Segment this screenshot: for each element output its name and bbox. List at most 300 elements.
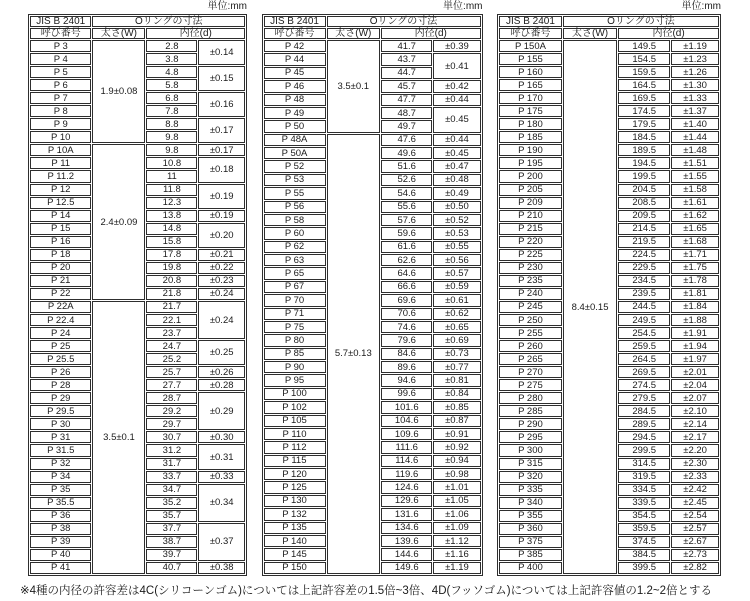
part-number-cell: P 335 — [499, 484, 562, 496]
thickness-cell: 1.9±0.08 — [92, 40, 145, 143]
part-number-cell: P 58 — [264, 214, 326, 226]
tolerance-cell: ±1.16 — [433, 548, 480, 560]
tolerance-cell: ±0.25 — [198, 340, 245, 365]
part-number-cell: P 31 — [30, 431, 91, 443]
part-number-cell: P 24 — [30, 327, 91, 339]
tolerance-cell: ±2.73 — [671, 549, 719, 561]
inner-diameter-cell: 5.8 — [146, 79, 197, 91]
inner-diameter-cell: 23.7 — [146, 327, 197, 339]
inner-diameter-cell: 4.8 — [146, 66, 197, 78]
inner-diameter-cell: 69.6 — [381, 294, 432, 306]
part-number-cell: P 44 — [264, 53, 326, 65]
part-number-cell: P 42 — [264, 40, 326, 52]
tolerance-cell: ±0.44 — [433, 94, 480, 106]
tolerance-cell: ±1.48 — [671, 144, 719, 156]
inner-diameter-cell: 14.8 — [146, 223, 197, 235]
tolerance-cell: ±0.65 — [433, 321, 480, 333]
inner-diameter-cell: 299.5 — [618, 444, 670, 456]
inner-diameter-header: 内径(d) — [381, 28, 480, 39]
tolerance-cell: ±0.15 — [198, 66, 245, 91]
tolerance-cell: ±1.30 — [671, 79, 719, 91]
tolerance-cell: ±0.22 — [198, 262, 245, 274]
tolerance-cell: ±0.24 — [198, 301, 245, 339]
part-number-cell: P 360 — [499, 523, 562, 535]
part-number-cell: P 41 — [30, 562, 91, 574]
tolerance-cell: ±0.81 — [433, 374, 480, 386]
tolerance-cell: ±0.16 — [198, 92, 245, 117]
inner-diameter-cell: 119.6 — [381, 468, 432, 480]
inner-diameter-cell: 59.6 — [381, 227, 432, 239]
tolerance-cell: ±0.34 — [198, 484, 245, 522]
tolerance-cell: ±0.17 — [198, 118, 245, 143]
inner-diameter-cell: 219.5 — [618, 236, 670, 248]
part-number-cell: P 385 — [499, 549, 562, 561]
tolerance-cell: ±2.45 — [671, 497, 719, 509]
inner-diameter-cell: 204.5 — [618, 184, 670, 196]
tolerance-cell: ±2.20 — [671, 444, 719, 456]
inner-diameter-cell: 384.5 — [618, 549, 670, 561]
tolerance-cell: ±1.88 — [671, 314, 719, 326]
table-row — [30, 301, 245, 313]
inner-diameter-cell: 109.6 — [381, 428, 432, 440]
part-number-cell: P 21 — [30, 275, 91, 287]
tolerance-cell: ±0.21 — [198, 249, 245, 261]
part-number-cell: P 55 — [264, 187, 326, 199]
inner-diameter-cell: 27.7 — [146, 379, 197, 391]
tolerance-cell: ±0.73 — [433, 348, 480, 360]
inner-diameter-cell: 279.5 — [618, 392, 670, 404]
inner-diameter-cell: 24.7 — [146, 340, 197, 352]
part-number-cell: P 29.5 — [30, 405, 91, 417]
part-number-cell: P 4 — [30, 53, 91, 65]
inner-diameter-cell: 209.5 — [618, 210, 670, 222]
tolerance-cell: ±2.10 — [671, 405, 719, 417]
dimensions-header: Oリングの寸法 — [327, 16, 481, 27]
part-number-cell: P 22 — [30, 288, 91, 300]
inner-diameter-cell: 25.2 — [146, 353, 197, 365]
part-number-cell: P 52 — [264, 160, 326, 172]
part-number-header: 呼び番号 — [264, 28, 326, 39]
part-number-cell: P 215 — [499, 223, 562, 235]
part-number-cell: P 15 — [30, 223, 91, 235]
inner-diameter-cell: 40.7 — [146, 562, 197, 574]
inner-diameter-cell: 43.7 — [381, 53, 432, 65]
inner-diameter-cell: 57.6 — [381, 214, 432, 226]
part-number-cell: P 340 — [499, 497, 562, 509]
header-row-2 — [264, 28, 481, 39]
inner-diameter-cell: 52.6 — [381, 174, 432, 186]
tolerance-cell: ±1.94 — [671, 340, 719, 352]
part-number-cell: P 18 — [30, 249, 91, 261]
header-row-2 — [30, 28, 245, 39]
inner-diameter-cell: 49.6 — [381, 147, 432, 159]
part-number-cell: P 400 — [499, 562, 562, 574]
part-number-cell: P 31.5 — [30, 444, 91, 456]
inner-diameter-cell: 319.5 — [618, 471, 670, 483]
tolerance-cell: ±0.42 — [433, 80, 480, 92]
inner-diameter-cell: 134.6 — [381, 522, 432, 534]
inner-diameter-cell: 199.5 — [618, 170, 670, 182]
inner-diameter-cell: 239.5 — [618, 288, 670, 300]
table-row — [30, 40, 245, 52]
part-number-cell: P 8 — [30, 105, 91, 117]
inner-diameter-cell: 66.6 — [381, 281, 432, 293]
thickness-cell: 3.5±0.1 — [327, 40, 381, 133]
part-number-cell: P 10A — [30, 144, 91, 156]
inner-diameter-cell: 154.5 — [618, 53, 670, 65]
tolerance-cell: ±1.97 — [671, 353, 719, 365]
inner-diameter-cell: 41.7 — [381, 40, 432, 52]
part-number-cell: P 28 — [30, 379, 91, 391]
part-number-cell: P 280 — [499, 392, 562, 404]
tolerance-cell: ±0.62 — [433, 308, 480, 320]
inner-diameter-cell: 131.6 — [381, 508, 432, 520]
header-row-1 — [499, 16, 719, 27]
part-number-cell: P 38 — [30, 523, 91, 535]
part-number-cell: P 100 — [264, 388, 326, 400]
part-number-cell: P 200 — [499, 170, 562, 182]
inner-diameter-cell: 194.5 — [618, 157, 670, 169]
tolerance-cell: ±0.49 — [433, 187, 480, 199]
part-number-cell: P 53 — [264, 174, 326, 186]
part-number-cell: P 3 — [30, 40, 91, 52]
inner-diameter-cell: 61.6 — [381, 241, 432, 253]
part-number-cell: P 22.4 — [30, 314, 91, 326]
inner-diameter-cell: 359.5 — [618, 523, 670, 535]
inner-diameter-cell: 31.7 — [146, 458, 197, 470]
tolerance-cell: ±0.45 — [433, 147, 480, 159]
tolerance-cell: ±0.92 — [433, 441, 480, 453]
tolerance-cell: ±1.01 — [433, 481, 480, 493]
part-number-cell: P 34 — [30, 471, 91, 483]
oring-table-block-2 — [262, 1, 483, 576]
inner-diameter-cell: 21.7 — [146, 301, 197, 313]
part-number-cell: P 295 — [499, 431, 562, 443]
inner-diameter-cell: 29.7 — [146, 418, 197, 430]
thickness-cell: 8.4±0.15 — [563, 40, 617, 574]
inner-diameter-cell: 259.5 — [618, 340, 670, 352]
part-number-cell: P 115 — [264, 455, 326, 467]
inner-diameter-cell: 11 — [146, 170, 197, 182]
inner-diameter-header: 内径(d) — [146, 28, 245, 39]
tolerance-cell: ±0.84 — [433, 388, 480, 400]
part-number-cell: P 30 — [30, 418, 91, 430]
inner-diameter-cell: 124.6 — [381, 481, 432, 493]
part-number-cell: P 65 — [264, 267, 326, 279]
oring-table-p3-p41 — [28, 14, 247, 576]
part-number-cell: P 40 — [30, 549, 91, 561]
tolerance-cell: ±1.05 — [433, 495, 480, 507]
inner-diameter-cell: 149.6 — [381, 562, 432, 574]
unit-label: 単位:mm — [681, 1, 721, 12]
tolerance-cell: ±0.53 — [433, 227, 480, 239]
tolerance-cell: ±0.94 — [433, 455, 480, 467]
dimensions-header: Oリングの寸法 — [92, 16, 245, 27]
tolerance-cell: ±1.68 — [671, 236, 719, 248]
inner-diameter-cell: 9.8 — [146, 144, 197, 156]
inner-diameter-cell: 74.6 — [381, 321, 432, 333]
part-number-cell: P 49 — [264, 107, 326, 119]
inner-diameter-cell: 33.7 — [146, 471, 197, 483]
inner-diameter-cell: 84.6 — [381, 348, 432, 360]
tolerance-cell: ±0.17 — [198, 144, 245, 156]
tolerance-cell: ±0.55 — [433, 241, 480, 253]
tolerance-cell: ±1.55 — [671, 170, 719, 182]
header-row-1 — [264, 16, 481, 27]
standard-header: JIS B 2401 — [264, 16, 326, 27]
table-row — [264, 40, 481, 52]
tolerance-cell: ±1.81 — [671, 288, 719, 300]
inner-diameter-cell: 129.6 — [381, 495, 432, 507]
part-number-cell: P 48 — [264, 94, 326, 106]
tolerance-cell: ±1.12 — [433, 535, 480, 547]
table-row — [264, 134, 481, 146]
dimensions-header: Oリングの寸法 — [563, 16, 719, 27]
part-number-cell: P 12.5 — [30, 197, 91, 209]
part-number-cell: P 25.5 — [30, 353, 91, 365]
part-number-cell: P 50A — [264, 147, 326, 159]
footnote: ※4種の内径の許容差は4C(シリコーンゴム)については上記許容差の1.5倍~3倍、4D(フッソゴム)については上記許容値の1.2~2倍とする — [20, 585, 712, 597]
inner-diameter-cell: 254.5 — [618, 327, 670, 339]
inner-diameter-cell: 94.6 — [381, 374, 432, 386]
part-number-cell: P 125 — [264, 481, 326, 493]
tolerance-cell: ±2.30 — [671, 458, 719, 470]
part-number-cell: P 190 — [499, 144, 562, 156]
part-number-cell: P 12 — [30, 184, 91, 196]
oring-table-block-1 — [28, 1, 247, 576]
tolerance-cell: ±0.56 — [433, 254, 480, 266]
tolerance-cell: ±1.51 — [671, 157, 719, 169]
tolerance-cell: ±1.44 — [671, 131, 719, 143]
tolerance-cell: ±0.45 — [433, 107, 480, 133]
thickness-cell: 2.4±0.09 — [92, 144, 145, 300]
part-number-cell: P 315 — [499, 458, 562, 470]
inner-diameter-cell: 174.5 — [618, 105, 670, 117]
part-number-cell: P 205 — [499, 184, 562, 196]
inner-diameter-cell: 179.5 — [618, 118, 670, 130]
inner-diameter-cell: 37.7 — [146, 523, 197, 535]
inner-diameter-cell: 139.6 — [381, 535, 432, 547]
tolerance-cell: ±2.01 — [671, 366, 719, 378]
part-number-cell: P 130 — [264, 495, 326, 507]
part-number-cell: P 160 — [499, 66, 562, 78]
inner-diameter-cell: 30.7 — [146, 431, 197, 443]
part-number-cell: P 95 — [264, 374, 326, 386]
inner-diameter-cell: 6.8 — [146, 92, 197, 104]
tolerance-cell: ±0.44 — [433, 134, 480, 146]
part-number-cell: P 45 — [264, 67, 326, 79]
inner-diameter-cell: 189.5 — [618, 144, 670, 156]
inner-diameter-cell: 11.8 — [146, 184, 197, 196]
part-number-cell: P 255 — [499, 327, 562, 339]
tolerance-cell: ±0.48 — [433, 174, 480, 186]
part-number-cell: P 145 — [264, 548, 326, 560]
inner-diameter-cell: 64.6 — [381, 267, 432, 279]
part-number-cell: P 225 — [499, 249, 562, 261]
inner-diameter-cell: 269.5 — [618, 366, 670, 378]
inner-diameter-cell: 264.5 — [618, 353, 670, 365]
inner-diameter-cell: 62.6 — [381, 254, 432, 266]
tolerance-cell: ±1.06 — [433, 508, 480, 520]
thickness-header: 太さ(W) — [563, 28, 617, 39]
thickness-header: 太さ(W) — [327, 28, 381, 39]
inner-diameter-cell: 224.5 — [618, 249, 670, 261]
tolerance-cell: ±2.54 — [671, 510, 719, 522]
thickness-header: 太さ(W) — [92, 28, 145, 39]
part-number-cell: P 32 — [30, 458, 91, 470]
tolerance-cell: ±0.37 — [198, 523, 245, 561]
inner-diameter-cell: 17.8 — [146, 249, 197, 261]
part-number-cell: P 48A — [264, 134, 326, 146]
inner-diameter-cell: 184.5 — [618, 131, 670, 143]
tolerance-cell: ±0.24 — [198, 288, 245, 300]
inner-diameter-cell: 34.7 — [146, 484, 197, 496]
part-number-cell: P 11 — [30, 157, 91, 169]
part-number-cell: P 150 — [264, 562, 326, 574]
standard-header: JIS B 2401 — [30, 16, 91, 27]
part-number-cell: P 70 — [264, 294, 326, 306]
tolerance-cell: ±0.91 — [433, 428, 480, 440]
part-number-cell: P 29 — [30, 392, 91, 404]
inner-diameter-cell: 54.6 — [381, 187, 432, 199]
part-number-cell: P 56 — [264, 201, 326, 213]
part-number-cell: P 7 — [30, 92, 91, 104]
tolerance-cell: ±0.18 — [198, 157, 245, 182]
part-number-cell: P 6 — [30, 79, 91, 91]
part-number-cell: P 180 — [499, 118, 562, 130]
table-body — [30, 40, 245, 574]
tolerance-cell: ±2.67 — [671, 536, 719, 548]
part-number-cell: P 245 — [499, 301, 562, 313]
part-number-cell: P 14 — [30, 210, 91, 222]
inner-diameter-cell: 159.5 — [618, 66, 670, 78]
part-number-cell: P 25 — [30, 340, 91, 352]
part-number-cell: P 355 — [499, 510, 562, 522]
part-number-cell: P 71 — [264, 308, 326, 320]
tolerance-cell: ±2.04 — [671, 379, 719, 391]
inner-diameter-cell: 19.8 — [146, 262, 197, 274]
tolerance-cell: ±0.98 — [433, 468, 480, 480]
inner-diameter-cell: 2.8 — [146, 40, 197, 52]
tolerance-cell: ±1.84 — [671, 301, 719, 313]
inner-diameter-cell: 47.6 — [381, 134, 432, 146]
inner-diameter-cell: 70.6 — [381, 308, 432, 320]
part-number-cell: P 80 — [264, 334, 326, 346]
tolerance-cell: ±0.57 — [433, 267, 480, 279]
tolerance-cell: ±1.62 — [671, 210, 719, 222]
tolerance-cell: ±0.47 — [433, 160, 480, 172]
part-number-cell: P 11.2 — [30, 170, 91, 182]
inner-diameter-cell: 334.5 — [618, 484, 670, 496]
inner-diameter-cell: 31.2 — [146, 444, 197, 456]
inner-diameter-cell: 339.5 — [618, 497, 670, 509]
header-row-2 — [499, 28, 719, 39]
inner-diameter-cell: 8.8 — [146, 118, 197, 130]
part-number-cell: P 39 — [30, 536, 91, 548]
part-number-cell: P 320 — [499, 471, 562, 483]
tolerance-cell: ±0.28 — [198, 379, 245, 391]
inner-diameter-cell: 10.8 — [146, 157, 197, 169]
inner-diameter-cell: 51.6 — [381, 160, 432, 172]
inner-diameter-cell: 44.7 — [381, 67, 432, 79]
inner-diameter-cell: 47.7 — [381, 94, 432, 106]
inner-diameter-cell: 101.6 — [381, 401, 432, 413]
inner-diameter-cell: 9.8 — [146, 131, 197, 143]
inner-diameter-cell: 144.6 — [381, 548, 432, 560]
part-number-cell: P 67 — [264, 281, 326, 293]
inner-diameter-cell: 249.5 — [618, 314, 670, 326]
standard-header: JIS B 2401 — [499, 16, 562, 27]
tolerance-cell: ±1.33 — [671, 92, 719, 104]
part-number-header: 呼び番号 — [30, 28, 91, 39]
tolerance-cell: ±0.23 — [198, 275, 245, 287]
inner-diameter-cell: 25.7 — [146, 366, 197, 378]
part-number-cell: P 75 — [264, 321, 326, 333]
part-number-cell: P 230 — [499, 262, 562, 274]
part-number-cell: P 155 — [499, 53, 562, 65]
tolerance-cell: ±1.75 — [671, 262, 719, 274]
tolerance-cell: ±0.14 — [198, 40, 245, 65]
unit-label: 単位:mm — [207, 1, 247, 12]
tolerance-cell: ±0.38 — [198, 562, 245, 574]
unit-label: 単位:mm — [443, 1, 483, 12]
table-row — [30, 144, 245, 156]
inner-diameter-cell: 12.3 — [146, 197, 197, 209]
part-number-cell: P 10 — [30, 131, 91, 143]
part-number-cell: P 20 — [30, 262, 91, 274]
tolerance-cell: ±0.33 — [198, 471, 245, 483]
table-row — [499, 40, 719, 52]
inner-diameter-cell: 38.7 — [146, 536, 197, 548]
inner-diameter-cell: 99.6 — [381, 388, 432, 400]
part-number-cell: P 26 — [30, 366, 91, 378]
inner-diameter-cell: 284.5 — [618, 405, 670, 417]
inner-diameter-cell: 164.5 — [618, 79, 670, 91]
tolerance-cell: ±1.58 — [671, 184, 719, 196]
tolerance-cell: ±1.61 — [671, 197, 719, 209]
table-body — [499, 40, 719, 574]
inner-diameter-cell: 399.5 — [618, 562, 670, 574]
part-number-cell: P 22A — [30, 301, 91, 313]
tolerance-cell: ±0.31 — [198, 444, 245, 469]
part-number-cell: P 132 — [264, 508, 326, 520]
tolerance-cell: ±2.33 — [671, 471, 719, 483]
inner-diameter-cell: 55.6 — [381, 201, 432, 213]
part-number-cell: P 300 — [499, 444, 562, 456]
inner-diameter-cell: 13.8 — [146, 210, 197, 222]
tolerance-cell: ±2.57 — [671, 523, 719, 535]
tolerance-cell: ±0.50 — [433, 201, 480, 213]
inner-diameter-cell: 214.5 — [618, 223, 670, 235]
tolerance-cell: ±0.41 — [433, 53, 480, 79]
inner-diameter-cell: 89.6 — [381, 361, 432, 373]
inner-diameter-cell: 234.5 — [618, 275, 670, 287]
part-number-cell: P 375 — [499, 536, 562, 548]
tolerance-cell: ±0.39 — [433, 40, 480, 52]
tolerance-cell: ±0.69 — [433, 334, 480, 346]
oring-table-block-3 — [497, 1, 721, 576]
tolerance-cell: ±1.37 — [671, 105, 719, 117]
oring-table-p42-p150 — [262, 14, 483, 576]
inner-diameter-cell: 29.2 — [146, 405, 197, 417]
inner-diameter-header: 内径(d) — [618, 28, 719, 39]
part-number-cell: P 290 — [499, 418, 562, 430]
tolerance-cell: ±1.71 — [671, 249, 719, 261]
inner-diameter-cell: 294.5 — [618, 431, 670, 443]
part-number-cell: P 220 — [499, 236, 562, 248]
part-number-cell: P 110 — [264, 428, 326, 440]
inner-diameter-cell: 15.8 — [146, 236, 197, 248]
